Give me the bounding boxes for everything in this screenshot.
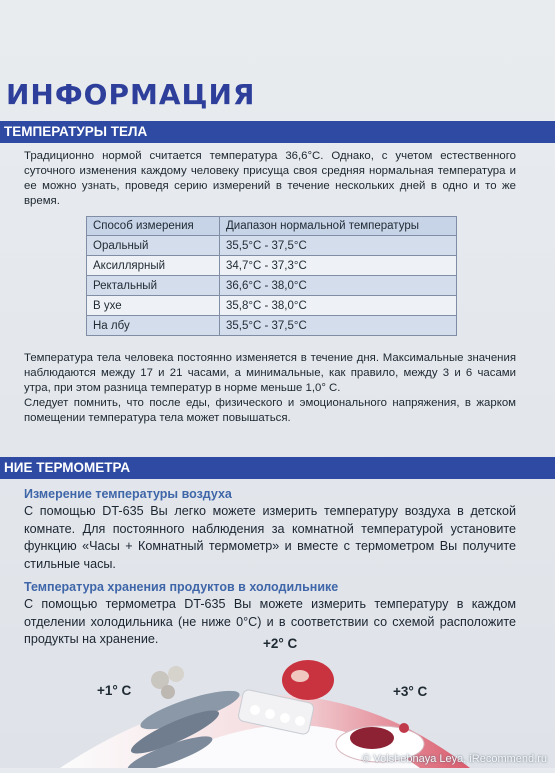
table-header-row [87, 217, 457, 236]
table-header-method: Способ измерения [87, 217, 220, 236]
air-temperature-paragraph: С помощью DT-635 Вы легко можете измерить температуру воздуха в детской комнате. Для постоянного наблюдения за комнатной температурой установите функцию «Часы + Комнатный термометр» и вместе с термометром Вы получите стильные часы. [24, 504, 516, 571]
temperature-label-right: +3° С [393, 684, 428, 699]
table-cell-method: В ухе [87, 296, 220, 316]
table-header-range: Диапазон нормальной температуры [220, 217, 457, 236]
table-row [87, 256, 457, 276]
daily-variation-paragraph: Температура тела человека постоянно изменяется в течение дня. Максимальные значения наблюдаются между 17 и 21 часами, а минимальные, как правило, между 3 и 6 часами утра, при этом разница температур в норме меньше 1,0° С. [24, 352, 516, 394]
table-row [87, 316, 457, 336]
food-arc-graphic [0, 632, 555, 768]
table-cell-range: 35,5°С - 37,5°С [220, 316, 457, 336]
table-cell-method: На лбу [87, 316, 220, 336]
table-cell-range: 35,8°С - 38,0°С [220, 296, 457, 316]
air-temperature-heading: Измерение температуры воздуха [24, 487, 232, 501]
warning-paragraph: Следует помнить, что после еды, физического и эмоционального напряжения, в жарком помещении температура тела может повышаться. [24, 397, 516, 424]
temperature-label-left: +1° С [97, 683, 132, 698]
table-row [87, 276, 457, 296]
page-title: ИНФОРМАЦИЯ [6, 78, 256, 111]
table-cell-method: Оральный [87, 236, 220, 256]
meat-icon [282, 660, 334, 700]
table-cell-range: 35,5°С - 37,5°С [220, 236, 457, 256]
mushroom-icon [151, 666, 184, 699]
table-cell-range: 34,7°С - 37,3°С [220, 256, 457, 276]
fridge-storage-paragraph: С помощью термометра DT-635 Вы можете измерить температуру в каждом отделении холодильника (не ниже 0°С) и в соответствии со схемой расположите продукты на хранение. [24, 597, 516, 646]
fridge-food-illustration [0, 632, 555, 768]
table-row [87, 236, 457, 256]
table-cell-method: Аксиллярный [87, 256, 220, 276]
temperature-table [86, 216, 457, 336]
section-band-body-temperature: ТЕМПЕРАТУРЫ ТЕЛА [0, 121, 555, 143]
table-cell-method: Ректальный [87, 276, 220, 296]
temperature-label-top: +2° С [263, 636, 298, 651]
watermark: © Volshebnaya Leya, iRecommend.ru [362, 753, 547, 765]
table-cell-range: 36,6°С - 38,0°С [220, 276, 457, 296]
intro-paragraph: Традиционно нормой считается температура 36,6°С. Однако, с учетом естественного суточного изменения каждому человеку присуща своя средняя нормальная температура и ее можно узнать, проведя серию измерений в течение нескольких дней в одно и то же время. [24, 150, 516, 207]
fridge-storage-heading: Температура хранения продуктов в холодильнике [24, 580, 339, 594]
table-row [87, 296, 457, 316]
section-band-thermometer-use: НИЕ ТЕРМОМЕТРА [0, 457, 555, 479]
